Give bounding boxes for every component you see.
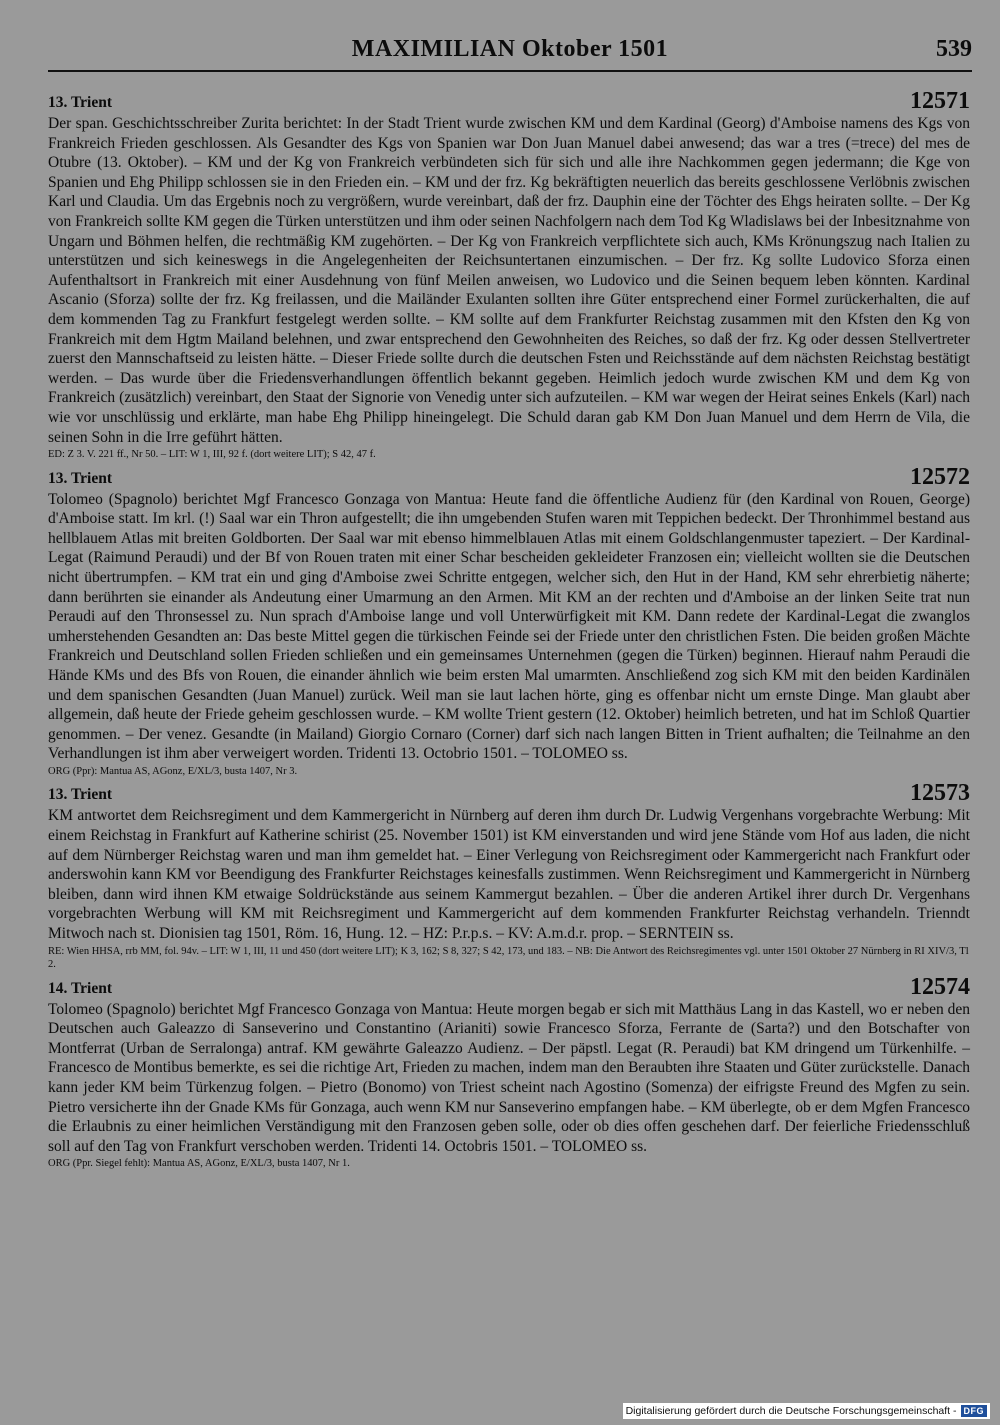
entry-text: KM antwortet dem Reichsregiment und dem Kammergericht in Nürnberg auf deren ihm durch Dr. Ludwig Vergenhans vorgebrachte Werbung: Mit einem Reichstag in Frankfurt auf Katherine schirist (25. November 1501) ist KM einverstanden und wird jene Stände vom Hof aus laden, die nicht auf dem Nürnberger Reichstag waren und man ihm gemeldet hat. – Einer Verlegung von Reichsregiment oder Kammergericht nach Frankfurt oder anderswohin kann KM vor Beendigung des Frankfurter Reichstages keinesfalls zustimmen. Wenn Reichsregiment und Kammergericht in Nürnberg bleiben, dann wird ihnen KM etwaige Soldrückstände aus seinem Kammergut bezahlen. – Über die anderen Artikel ihrer durch Dr. Vergenhans vorgebrachten Werbung will KM mit Reichsregiment und Kammergericht auf dem kommenden Frankfurter Reichstag verhandeln. Trienndt Mitwoch nach st. Dionisien tag 1501, Röm. 16, Hung. 12. – HZ: P.r.p.s. – KV: A.m.d.r. prop. – SERNTEIN ss. (48, 807, 970, 942)
regest-entry (48, 780, 970, 971)
entry-reference: ED: Z 3. V. 221 ff., Nr 50. – LIT: W 1, III, 92 f. (dort weitere LIT); S 42, 47 f. (48, 449, 376, 461)
entry-reference: ORG (Ppr. Siegel fehlt): Mantua AS, AGonz, E/XL/3, busta 1407, Nr 1. (48, 1158, 350, 1170)
entry-text: Der span. Geschichtsschreiber Zurita berichtet: In der Stadt Trient wurde zwischen KM und dem Kardinal (Georg) d'Amboise namens des Kgs von Frankreich Frieden geschlossen. Als Gesandter des Kgs von Spanien war Don Juan Manuel dabei anwesend; das war a tres (=trece) del mes de Otubre (13. Oktober). – KM und der Kg von Frankreich verbündeten sich für sich und alle ihre Nachkommen gegen jedermann; die Kge von Spanien und Ehg Philipp schlossen sie in den Frieden ein. – KM und der frz. Kg bekräftigten neuerlich das bereits geschlossene Verlöbnis zwischen Karl und Claudia. Um das Ergebnis noch zu vergrößern, wurde vereinbart, daß der frz. Dauphin eine der Töchter des Ehgs heiraten sollte. – Der Kg von Frankreich sollte KM gegen die Türken unterstützen und ihm oder seinen Nachfolgern nach dem Tod Kg Wladislaws bei der Inbesitznahme von Ungarn und Böhmen helfen, die rechtmäßig KM zugehörten. – Der Kg von Frankreich verpflichtete sich auch, KMs Krönungszug nach Italien zu unterstützen und sich keineswegs in die Angelegenheiten der Reichsuntertanen einzumischen. – Der frz. Kg sollte Ludovico Sforza einen Aufenthaltsort in Frankreich mit einer Ausdehnung von fünf Meilen anweisen, wo Ludovico und die Seinen bequem leben könnten. Kardinal Ascanio (Sforza) sollte der frz. Kg freilassen, und die Mailänder Exulanten sollten ihre Güter entsprechend einer Formel zurückerhalten, die auf dem kommenden Tag zu Frankfurt festgelegt werden sollte. – KM sollte auf dem Frankfurter Reichstag zusammen mit den Kfsten den Kg von Frankreich mit dem Hgtm Mailand belehnen, und zwar entsprechend den Gewohnheiten des Reiches, so daß der frz. Kg oder dessen Stellvertreter zuerst den Mannschaftseid zu leisten hätte. – Dieser Friede sollte durch die deutschen Fsten und Reichsstände auf dem nächsten Reichstag bestätigt werden. – Das wurde über die Friedensverhandlungen öffentlich bekannt gegeben. Heimlich jedoch wurde zwischen KM und dem Kg von Frankreich (zusätzlich) vereinbart, den Staat der Signorie von Venedig unter sich aufzuteilen. – KM war wegen der Heirat seines Enkels (Karl) nach wie vor unschlüssig und erklärte, man habe Ehg Philipp hineingelegt. Die Schuld daran gab KM Don Juan Manuel und dem Herrn de Vila, die seinen Sohn in die Irre geführt hätten. (48, 115, 970, 446)
regest-entry (48, 88, 970, 462)
entry-reference: RE: Wien HHSA, rrb MM, fol. 94v. – LIT: W 1, III, 11 und 450 (dort weitere LIT); K 3, 162; S 8, 327; S 42, 173, und 183. – NB: Die Antwort des Reichsregimentes vgl. unter 1501 Oktober 27 Nürnberg in RI XIV/3, Tl 2. (48, 945, 969, 971)
entry-date: 13. Trient (48, 786, 113, 804)
regesta-list (48, 88, 970, 1177)
entry-text: Tolomeo (Spagnolo) berichtet Mgf Francesco Gonzaga von Mantua: Heute morgen begab er sich mit Matthäus Lang in das Kastell, wo er neben den Deutschen auch Galeazzo di Sanseverino und Constantino (Arianiti) sowie Francesco Sforza, Ferrante de (Sarta?) und den Botschafter von Montferrat (Urban de Serralonga) antraf. KM gewährte Galeazzo Audienz. – Der päpstl. Legat (R. Peraudi) bat KM dringend um Türkenhilfe. – Francesco de Montibus bemerkte, es sei die richtige Art, Frieden zu machen, indem man den Beraubten ihre Staaten und Güter zurückstelle. Danach kann jeder KM beim Türkenzug folgen. – Pietro (Bonomo) von Triest scheint nach Agostino (Somenza) der eifrigste Freund des Mgfen zu sein. Pietro versicherte ihn der Gnade KMs für Gonzaga, auch wenn KM nur Sanseverino empfangen habe. – KM überlegte, ob er dem Mgfen Francesco die Erlaubnis zu einer heimlichen Verständigung mit den Franzosen geben solle, oder ob dies offen geschehen darf. Der feierliche Friedensschluß soll auf den Tag von Frankfurt verschoben werden. Tridenti 14. Octobris 1501. – TOLOMEO ss. (48, 1000, 970, 1155)
entry-date: 13. Trient (48, 94, 113, 111)
entry-number: 12571 (910, 88, 970, 114)
entry-text: Tolomeo (Spagnolo) berichtet Mgf Francesco Gonzaga von Mantua: Heute fand die öffentliche Audienz für (den Kardinal von Rouen, George) d'Amboise statt. Im krl. (!) Saal war ein Thron aufgestellt; die ihn umgebenden Stufen waren mit Teppichen bedeckt. Der Thronhimmel bestand aus hellblauem Atlas mit breiten Goldborten. Der Saal war mit ebenso himmelblauen Atlas mit einem Goldschlangenmuster tapeziert. – Der Kardinal-Legat (Raimund Peraudi) und der Bf von Rouen traten mit einer Schar bescheiden gekleideter Franzosen ein; vielleicht wollten sie die Deutschen nicht übertrumpfen. – KM trat ein und ging d'Amboise zwei Schritte entgegen, welcher sich, den Hut in der Hand, KM sehr ehrerbietig näherte; dann berührten sie einander als Andeutung einer Umarmung an den Armen. Mit KM an der rechten und d'Amboise an der linken Seite trat nun Peraudi auf den Thronsessel zu. Nun sprach d'Amboise lange und voll Unterwürfigkeit mit KM. Dann redete der Kardinal-Legat die zwanglos umherstehenden Gesandten an: Das beste Mittel gegen die türkischen Feinde sei der Friede unter den christlichen Fsten. Die beiden großen Mächte Frankreich und Deutschland sollen Frieden schließen und ein gemeinsames Unternehmen (gegen die Türken) beginnen. Hierauf nahm Peraudi die Hände KMs und des Bfs von Rouen, die einander ähnlich wie beim ersten Mal umarmten. Anschließend zog sich KM mit den beiden Kardinälen und dem spanischen Gesandten (Juan Manuel) zurück. Weil man sie laut lachen hörte, ging es offenbar nicht um ernste Dinge. Man glaubt aber allgemein, daß heute der Friede geheim geschlossen wurde. – KM wollte Trient gestern (12. Oktober) heimlich betreten, und hat im Schloß Quartier genommen. – Der venez. Gesandte (in Mailand) Giorgio Cornaro (Corner) darf sich nach langen Bitten in Trient aufhalten; die Teilnahme an den Verhandlungen ist ihm aber verweigert worden. Tridenti 13. Octobrio 1501. – TOLOMEO ss. (48, 490, 970, 763)
entry-heading (48, 973, 970, 1000)
dfg-logo: DFG (961, 1405, 988, 1417)
entry-heading (48, 780, 970, 807)
page-number: 539 (936, 36, 972, 62)
entry-heading (48, 88, 970, 114)
page-header (48, 36, 972, 70)
entry-date: 13. Trient (48, 469, 113, 487)
entry-number: 12574 (910, 973, 970, 1000)
entry-date: 14. Trient (48, 979, 113, 997)
funding-footer (623, 1403, 990, 1419)
running-title: MAXIMILIAN Oktober 1501 (351, 36, 669, 62)
entry-number: 12572 (910, 463, 970, 490)
entry-heading (48, 463, 970, 490)
entry-number: 12573 (910, 780, 970, 807)
regest-entry (48, 463, 970, 779)
funding-note: Digitalisierung gefördert durch die Deutsche Forschungsgemeinschaft - (625, 1405, 957, 1417)
regest-entry (48, 973, 970, 1171)
header-rule (48, 70, 972, 72)
entry-reference: ORG (Ppr): Mantua AS, AGonz, E/XL/3, busta 1407, Nr 3. (48, 765, 298, 777)
